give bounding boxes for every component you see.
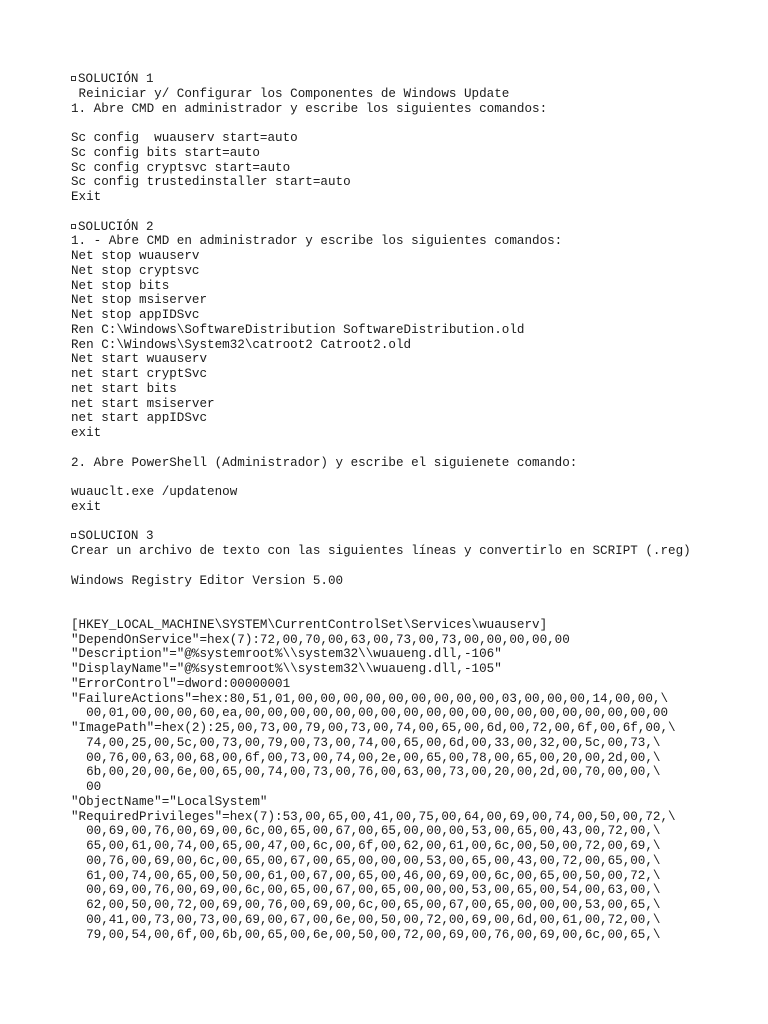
text-line	[71, 367, 761, 382]
text-line	[71, 662, 761, 677]
text-line	[71, 308, 761, 323]
line-text: 00,76,00,69,00,6c,00,65,00,67,00,65,00,00,00,53,00,65,00,43,00,72,00,65,00,\	[71, 853, 661, 868]
line-text: 00,69,00,76,00,69,00,6c,00,65,00,67,00,65,00,00,00,53,00,65,00,43,00,72,00,\	[71, 824, 661, 839]
line-text: net start bits	[71, 381, 177, 396]
section-heading	[71, 220, 761, 235]
line-text: 00	[71, 780, 102, 794]
line-text: Sc config bits start=auto	[71, 145, 260, 160]
blank-line	[71, 588, 761, 603]
text-line	[71, 382, 761, 397]
line-text: Net stop appIDSvc	[71, 308, 200, 322]
line-text: Sc config cryptsvc start=auto	[71, 160, 291, 175]
text-line	[71, 647, 761, 662]
text-line	[71, 485, 761, 500]
line-text: "RequiredPrivileges"=hex(7):53,00,65,00,41,00,75,00,64,00,69,00,74,00,50,00,72,\	[71, 809, 676, 824]
line-text: Crear un archivo de texto con las siguientes líneas y convertirlo en SCRIPT (.reg)	[71, 544, 691, 558]
square-bullet-icon	[71, 224, 76, 229]
line-text: exit	[71, 426, 102, 440]
text-line	[71, 411, 761, 426]
text-line	[71, 928, 761, 943]
line-text: "ObjectName"="LocalSystem"	[71, 794, 268, 809]
line-text: Ren C:\Windows\SoftwareDistribution SoftwareDistribution.old	[71, 322, 525, 337]
text-line	[71, 677, 761, 692]
blank-line	[71, 205, 761, 220]
text-line	[71, 175, 761, 190]
line-text: 65,00,61,00,74,00,65,00,47,00,6c,00,6f,00,62,00,61,00,6c,00,50,00,72,00,69,\	[71, 839, 661, 853]
line-text: "Description"="@%systemroot%\\system32\\wuaueng.dll,-106"	[71, 647, 502, 662]
line-text: Windows Registry Editor Version 5.00	[71, 573, 344, 588]
line-text: Net stop msiserver	[71, 293, 208, 308]
text-line	[71, 706, 761, 721]
text-line	[71, 338, 761, 353]
text-line	[71, 839, 761, 854]
text-line	[71, 751, 761, 766]
text-line	[71, 234, 761, 249]
text-line	[71, 854, 761, 869]
text-line	[71, 161, 761, 176]
text-line	[71, 721, 761, 736]
text-line	[71, 618, 761, 633]
line-text: Net stop bits	[71, 278, 170, 293]
line-text: SOLUCION 3	[78, 529, 154, 544]
text-line	[71, 574, 761, 589]
text-line	[71, 692, 761, 707]
text-line	[71, 190, 761, 205]
line-text: SOLUCIÓN 2	[78, 219, 154, 234]
blank-line	[71, 116, 761, 131]
text-line	[71, 824, 761, 839]
line-text: Sc config wuauserv start=auto	[71, 131, 298, 145]
line-text: Reiniciar y/ Configurar los Componentes de Windows Update	[71, 86, 510, 101]
line-text: "ErrorControl"=dword:00000001	[71, 676, 291, 691]
line-text: 00,76,00,63,00,68,00,6f,00,73,00,74,00,2e,00,65,00,78,00,65,00,20,00,2d,00,\	[71, 750, 661, 765]
square-bullet-icon	[71, 533, 76, 538]
blank-line	[71, 470, 761, 485]
text-line	[71, 810, 761, 825]
line-text: Ren C:\Windows\System32\catroot2 Catroot2.old	[71, 337, 412, 352]
text-line	[71, 293, 761, 308]
line-text: 79,00,54,00,6f,00,6b,00,65,00,6e,00,50,00,72,00,69,00,76,00,69,00,6c,00,65,\	[71, 927, 661, 942]
line-text: wuauclt.exe /updatenow	[71, 485, 238, 499]
line-text: "FailureActions"=hex:80,51,01,00,00,00,00,00,00,00,00,00,03,00,00,00,14,00,00,\	[71, 691, 669, 706]
text-line	[71, 869, 761, 884]
text-line	[71, 87, 761, 102]
text-line	[71, 102, 761, 117]
line-text: 2. Abre PowerShell (Administrador) y escribe el siguienete comando:	[71, 455, 578, 470]
line-text: Exit	[71, 190, 102, 204]
blank-line	[71, 441, 761, 456]
text-line	[71, 426, 761, 441]
line-text: 00,69,00,76,00,69,00,6c,00,65,00,67,00,65,00,00,00,53,00,65,00,54,00,63,00,\	[71, 883, 661, 898]
text-line	[71, 898, 761, 913]
text-line	[71, 736, 761, 751]
line-text: "DependOnService"=hex(7):72,00,70,00,63,00,73,00,73,00,00,00,00,00	[71, 632, 570, 647]
line-text: Sc config trustedinstaller start=auto	[71, 175, 351, 190]
blank-line	[71, 559, 761, 574]
line-text: 62,00,50,00,72,00,69,00,76,00,69,00,6c,00,65,00,67,00,65,00,00,00,53,00,65,\	[71, 898, 661, 912]
text-line	[71, 780, 761, 795]
text-line	[71, 352, 761, 367]
line-text: Net stop wuauserv	[71, 249, 200, 263]
line-text: 61,00,74,00,65,00,50,00,61,00,67,00,65,00,46,00,69,00,6c,00,65,00,50,00,72,\	[71, 868, 661, 883]
text-line	[71, 633, 761, 648]
text-line	[71, 397, 761, 412]
text-line	[71, 249, 761, 264]
text-line	[71, 883, 761, 898]
line-text: 1. - Abre CMD en administrador y escribe los siguientes comandos:	[71, 234, 563, 249]
text-line	[71, 456, 761, 471]
text-line	[71, 323, 761, 338]
text-line	[71, 913, 761, 928]
text-line	[71, 500, 761, 515]
line-text: Net stop cryptsvc	[71, 263, 200, 278]
line-text: 00,41,00,73,00,73,00,69,00,67,00,6e,00,50,00,72,00,69,00,6d,00,61,00,72,00,\	[71, 912, 661, 927]
line-text: exit	[71, 499, 102, 514]
blank-line	[71, 603, 761, 618]
section-heading	[71, 72, 761, 87]
line-text: 1. Abre CMD en administrador y escribe los siguientes comandos:	[71, 101, 548, 116]
text-line	[71, 279, 761, 294]
line-text: [HKEY_LOCAL_MACHINE\SYSTEM\CurrentControlSet\Services\wuauserv]	[71, 617, 548, 632]
line-text: "DisplayName"="@%systemroot%\\system32\\wuaueng.dll,-105"	[71, 662, 502, 676]
line-text: Net start wuauserv	[71, 352, 208, 367]
text-line	[71, 146, 761, 161]
text-line	[71, 765, 761, 780]
text-line	[71, 264, 761, 279]
text-line	[71, 544, 761, 559]
line-text: net start cryptSvc	[71, 367, 208, 381]
line-text: 6b,00,20,00,6e,00,65,00,74,00,73,00,76,00,63,00,73,00,20,00,2d,00,70,00,00,\	[71, 765, 661, 780]
document-body	[71, 72, 761, 942]
line-text: net start msiserver	[71, 396, 215, 411]
blank-line	[71, 515, 761, 530]
line-text: 74,00,25,00,5c,00,73,00,79,00,73,00,74,00,65,00,6d,00,33,00,32,00,5c,00,73,\	[71, 735, 661, 750]
text-line	[71, 131, 761, 146]
line-text: net start appIDSvc	[71, 411, 208, 426]
line-text: "ImagePath"=hex(2):25,00,73,00,79,00,73,00,74,00,65,00,6d,00,72,00,6f,00,6f,00,\	[71, 721, 676, 735]
square-bullet-icon	[71, 76, 76, 81]
text-line	[71, 795, 761, 810]
section-heading	[71, 529, 761, 544]
line-text: SOLUCIÓN 1	[78, 72, 154, 86]
line-text: 00,01,00,00,00,60,ea,00,00,00,00,00,00,00,00,00,00,00,00,00,00,00,00,00,00,00	[71, 706, 669, 721]
